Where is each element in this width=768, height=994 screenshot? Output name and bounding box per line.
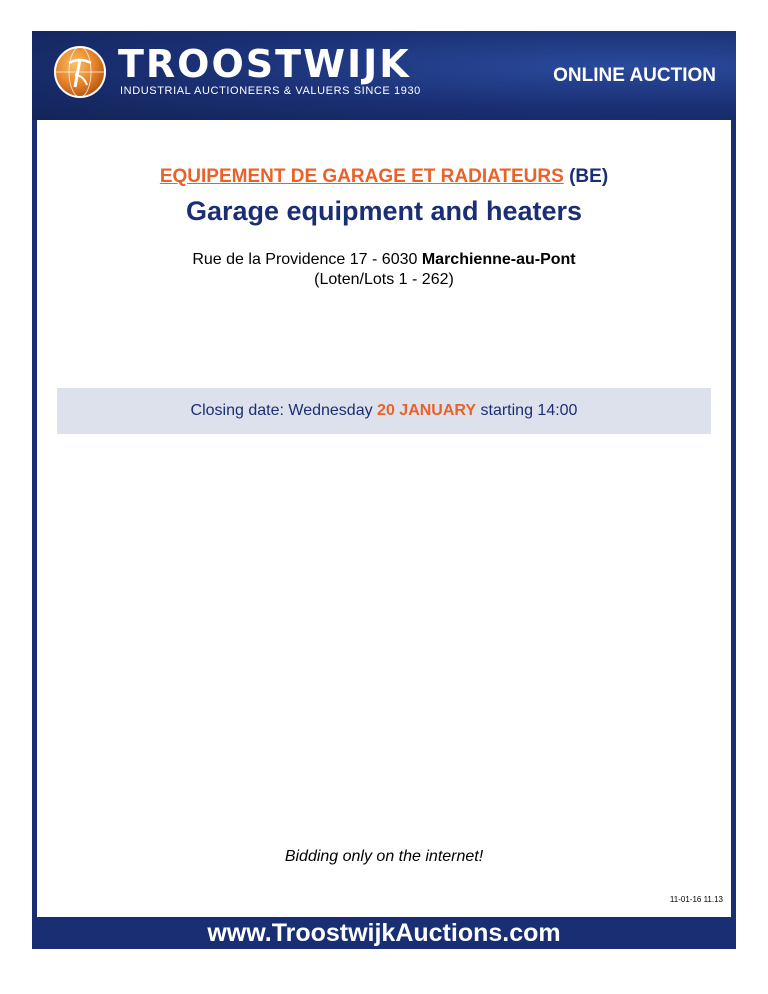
brand-tagline: INDUSTRIAL AUCTIONEERS & VALUERS SINCE 1930: [120, 85, 421, 97]
bidding-note: Bidding only on the internet!: [284, 848, 484, 865]
title-fr-text: EQUIPEMENT DE GARAGE ET RADIATEURS: [159, 166, 564, 187]
globe-monogram-icon: [53, 45, 107, 99]
print-timestamp: 11-01-16 11.13: [669, 895, 723, 904]
address-line: [37, 250, 731, 270]
closing-prefix: Closing date: Wednesday: [190, 402, 373, 419]
page-frame: [32, 31, 736, 949]
auction-title-french: [37, 166, 731, 188]
lots-range: (Loten/Lots 1 - 262): [314, 271, 454, 288]
city-name: Marchienne-au-Pont: [421, 251, 576, 268]
auction-address: [37, 250, 731, 290]
online-auction-badge: ONLINE AUCTION: [553, 65, 716, 86]
country-code: (BE): [569, 166, 609, 187]
content-area: [37, 120, 731, 917]
street-address: Rue de la Providence 17 - 6030: [192, 251, 418, 268]
closing-date: 20 JANUARY: [377, 402, 477, 419]
header: [32, 31, 736, 120]
website-link[interactable]: www.TroostwijkAuctions.com: [207, 919, 561, 947]
closing-suffix: starting 14:00: [480, 402, 578, 419]
closing-date-banner: [57, 388, 711, 434]
brand-name: TROOSTWIJK: [118, 42, 411, 86]
auction-title-english: Garage equipment and heaters: [185, 196, 583, 226]
